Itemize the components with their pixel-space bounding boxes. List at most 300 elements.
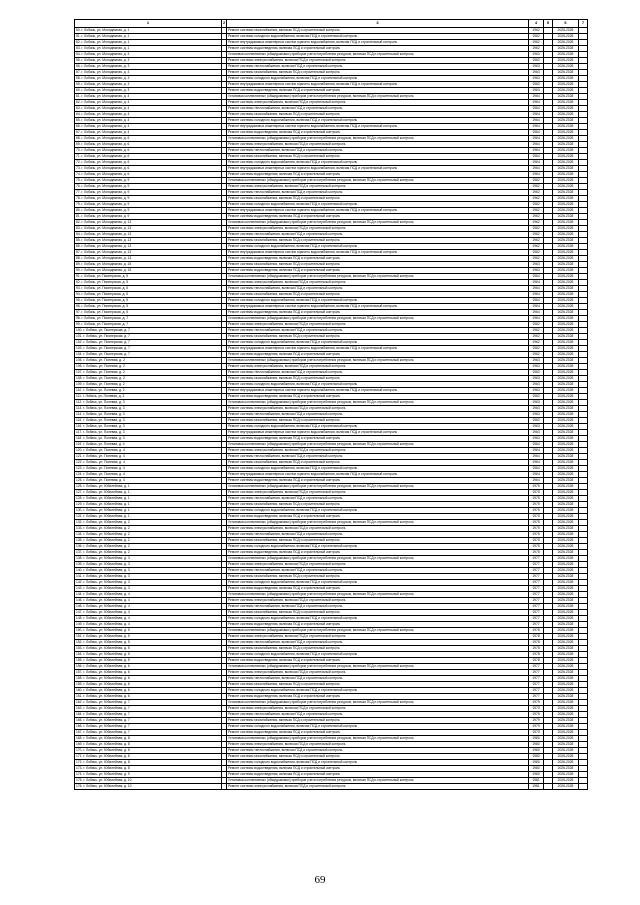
address-cell: 128. г. Лобачь, ул. Юбилейная, д. 1	[75, 496, 222, 502]
period-cell: 2026-2028	[553, 46, 579, 52]
year-cell: 1964	[529, 160, 544, 166]
year-cell: 1964	[529, 124, 544, 130]
work-type-cell: Ремонт системы газоснабжения, включая ПСД и строительный контроль	[227, 718, 529, 724]
address-cell: 149. г. Лобачь, ул. Юбилейная, д. 4	[75, 622, 222, 628]
period-cell: 2026-2028	[553, 112, 579, 118]
year-cell: 1977	[529, 664, 544, 670]
period-cell: 2026-2028	[553, 172, 579, 178]
address-cell: 150. г. Лобачь, ул. Юбилейная, д. 5	[75, 628, 222, 634]
empty-cell	[579, 784, 588, 790]
address-cell: 106. г. Лобачь, ул. Полевая, д. 2	[75, 364, 222, 370]
address-cell: 103. г. Лобачь, ул. Пионерская, д. 7	[75, 346, 222, 352]
work-type-cell: Ремонт системы электроснабжения, включая ПСД и строительный контроль	[227, 280, 529, 286]
address-cell: 141. г. Лобачь, ул. Юбилейная, д. 3	[75, 574, 222, 580]
year-cell: 1962	[529, 256, 544, 262]
year-cell: 1978	[529, 634, 544, 640]
year-cell: 1962	[529, 184, 544, 190]
period-cell: 2026-2028	[553, 136, 579, 142]
period-cell: 2026-2028	[553, 604, 579, 610]
address-cell: 50. г. Лобачь, ул. Молодежная, д. 1	[75, 28, 222, 34]
work-type-cell: Установка коллективных (общедомовых) приборов учета потребления ресурсов, включая ПСД и строительный контроль	[227, 220, 529, 226]
year-cell: 1963	[529, 52, 544, 58]
work-type-cell: Ремонт системы водоотведения, включая ПСД и строительный контроль	[227, 436, 529, 442]
address-cell: 132. г. Лобачь, ул. Юбилейная, д. 2	[75, 520, 222, 526]
year-cell: 1979	[529, 706, 544, 712]
year-cell: 1963	[529, 400, 544, 406]
year-cell: 1980	[529, 748, 544, 754]
work-type-cell: Ремонт системы холодного водоснабжения, включая ПСД и строительный контроль	[227, 688, 529, 694]
year-cell: 1963	[529, 358, 544, 364]
year-cell: 1964	[529, 166, 544, 172]
works-table	[74, 19, 588, 790]
work-type-cell: Ремонт системы теплоснабжения, включая ПСД и строительный контроль	[227, 370, 529, 376]
address-cell: 69. г. Лобачь, ул. Молодежная, д. 6	[75, 142, 222, 148]
period-cell: 2026-2028	[553, 538, 579, 544]
address-cell: 104. г. Лобачь, ул. Пионерская, д. 7	[75, 352, 222, 358]
period-cell: 2026-2028	[553, 160, 579, 166]
year-cell: 1963	[529, 424, 544, 430]
address-cell: 145. г. Лобачь, ул. Юбилейная, д. 4	[75, 598, 222, 604]
year-cell: 1975	[529, 532, 544, 538]
year-cell: 1975	[529, 520, 544, 526]
work-type-cell: Установка коллективных (общедомовых) приборов учета потребления ресурсов, включая ПСД и строительный контроль	[227, 736, 529, 742]
period-cell: 2026-2028	[553, 196, 579, 202]
address-cell: 92. г. Лобачь, ул. Пионерская, д. 5	[75, 280, 222, 286]
empty-cell	[544, 784, 553, 790]
work-type-cell: Установка коллективных (общедомовых) приборов учета потребления ресурсов, включая ПСД и строительный контроль	[227, 358, 529, 364]
work-type-cell: Ремонт системы водоотведения, включая ПСД и строительный контроль	[227, 46, 529, 52]
address-cell: 71. г. Лобачь, ул. Молодежная, д. 6	[75, 154, 222, 160]
work-type-cell: Ремонт системы холодного водоснабжения, включая ПСД и строительный контроль	[227, 466, 529, 472]
address-cell: 126. г. Лобачь, ул. Юбилейная, д. 1	[75, 484, 222, 490]
work-type-cell: Установка коллективных (общедомовых) приборов учета потребления ресурсов, включая ПСД и строительный контроль	[227, 274, 529, 280]
address-cell: 139. г. Лобачь, ул. Юбилейная, д. 3	[75, 562, 222, 568]
address-cell: 89. г. Лобачь, ул. Молодежная, д. 15	[75, 262, 222, 268]
year-cell: 1963	[529, 412, 544, 418]
work-type-cell: Ремонт системы электроснабжения, включая ПСД и строительный контроль	[227, 448, 529, 454]
work-type-cell: Ремонт системы теплоснабжения, включая ПСД и строительный контроль	[227, 568, 529, 574]
works-table-body	[75, 20, 588, 790]
period-cell: 2026-2028	[553, 100, 579, 106]
period-cell: 2026-2028	[553, 550, 579, 556]
period-cell: 2026-2028	[553, 526, 579, 532]
year-cell: 1962	[529, 34, 544, 40]
work-type-cell: Ремонт системы холодного водоснабжения, включая ПСД и строительный контроль	[227, 382, 529, 388]
address-cell: 134. г. Лобачь, ул. Юбилейная, д. 2	[75, 532, 222, 538]
address-cell: 102. г. Лобачь, ул. Пионерская, д. 7	[75, 340, 222, 346]
year-cell: 1964	[529, 136, 544, 142]
period-cell: 2026-2028	[553, 784, 579, 790]
year-cell: 1962	[529, 238, 544, 244]
address-cell: 124. г. Лобачь, ул. Полевая, д. 4	[75, 472, 222, 478]
period-cell: 2026-2028	[553, 748, 579, 754]
period-cell: 2026-2028	[553, 658, 579, 664]
work-type-cell: Ремонт системы газоснабжения, включая ПСД и строительный контроль	[227, 292, 529, 298]
address-cell: 166. г. Лобачь, ул. Юбилейная, д. 7	[75, 724, 222, 730]
year-cell: 1963	[529, 430, 544, 436]
period-cell: 2026-2028	[553, 700, 579, 706]
work-type-cell: Ремонт системы теплоснабжения, включая ПСД и строительный контроль	[227, 190, 529, 196]
year-cell: 1975	[529, 514, 544, 520]
work-type-cell: Ремонт внутридомовых инженерных систем горячего водоснабжения, включая ПСД и строительный контроль	[227, 40, 529, 46]
address-cell: 136. г. Лобачь, ул. Юбилейная, д. 2	[75, 544, 222, 550]
work-type-cell: Ремонт системы газоснабжения, включая ПСД и строительный контроль	[227, 646, 529, 652]
period-cell: 2026-2028	[553, 238, 579, 244]
work-type-cell: Ремонт системы холодного водоснабжения, включая ПСД и строительный контроль	[227, 760, 529, 766]
address-cell: 115. г. Лобачь, ул. Полевая, д. 3	[75, 418, 222, 424]
work-type-cell: Ремонт системы холодного водоснабжения, включая ПСД и строительный контроль	[227, 202, 529, 208]
address-cell: 148. г. Лобачь, ул. Юбилейная, д. 4	[75, 616, 222, 622]
work-type-cell: Ремонт системы теплоснабжения, включая ПСД и строительный контроль	[227, 748, 529, 754]
period-cell: 2026-2028	[553, 442, 579, 448]
period-cell: 2026-2028	[553, 94, 579, 100]
year-cell: 1963	[529, 76, 544, 82]
work-type-cell: Ремонт системы электроснабжения, включая ПСД и строительный контроль	[227, 406, 529, 412]
address-cell: 62. г. Лобачь, ул. Молодежная, д. 4	[75, 100, 222, 106]
period-cell: 2026-2028	[553, 130, 579, 136]
period-cell: 2026-2028	[553, 496, 579, 502]
year-cell: 1963	[529, 82, 544, 88]
year-cell: 1977	[529, 592, 544, 598]
work-type-cell: Ремонт системы водоотведения, включая ПСД и строительный контроль	[227, 772, 529, 778]
work-type-cell: Ремонт системы газоснабжения, включая ПСД и строительный контроль	[227, 70, 529, 76]
year-cell: 1962	[529, 46, 544, 52]
address-cell: 133. г. Лобачь, ул. Юбилейная, д. 2	[75, 526, 222, 532]
year-cell: 1977	[529, 574, 544, 580]
work-type-cell: Установка коллективных (общедомовых) приборов учета потребления ресурсов, включая ПСД и строительный контроль	[227, 628, 529, 634]
year-cell: 1962	[529, 346, 544, 352]
address-cell: 165. г. Лобачь, ул. Юбилейная, д. 7	[75, 718, 222, 724]
year-cell: 1962	[529, 226, 544, 232]
address-cell: 90. г. Лобачь, ул. Молодежная, д. 15	[75, 268, 222, 274]
period-cell: 2026-2028	[553, 388, 579, 394]
period-cell: 2026-2028	[553, 766, 579, 772]
address-cell: 79. г. Лобачь, ул. Молодежная, д. 9	[75, 202, 222, 208]
year-cell: 1975	[529, 484, 544, 490]
address-cell: 82. г. Лобачь, ул. Молодежная, д. 13	[75, 220, 222, 226]
period-cell: 2026-2028	[553, 454, 579, 460]
work-type-cell: Ремонт системы теплоснабжения, включая ПСД и строительный контроль	[227, 328, 529, 334]
work-type-cell: Ремонт системы водоотведения, включая ПСД и строительный контроль	[227, 352, 529, 358]
column-number: 5	[544, 20, 553, 28]
address-cell: 129. г. Лобачь, ул. Юбилейная, д. 1	[75, 502, 222, 508]
column-number: 3	[227, 20, 529, 28]
address-cell: 66. г. Лобачь, ул. Молодежная, д. 4	[75, 124, 222, 130]
address-cell: 75. г. Лобачь, ул. Молодежная, д. 9	[75, 178, 222, 184]
period-cell: 2026-2028	[553, 340, 579, 346]
period-cell: 2026-2028	[553, 436, 579, 442]
address-cell: 100. г. Лобачь, ул. Пионерская, д. 7	[75, 328, 222, 334]
period-cell: 2026-2028	[553, 430, 579, 436]
address-cell: 163. г. Лобачь, ул. Юбилейная, д. 7	[75, 706, 222, 712]
address-cell: 84. г. Лобачь, ул. Молодежная, д. 13	[75, 232, 222, 238]
period-cell: 2026-2028	[553, 220, 579, 226]
address-cell: 91. г. Лобачь, ул. Пионерская, д. 5	[75, 274, 222, 280]
work-type-cell: Ремонт системы теплоснабжения, включая ПСД и строительный контроль	[227, 64, 529, 70]
year-cell: 1963	[529, 364, 544, 370]
year-cell: 1964	[529, 280, 544, 286]
address-cell: 120. г. Лобачь, ул. Полевая, д. 4	[75, 448, 222, 454]
work-type-cell: Ремонт системы теплоснабжения, включая ПСД и строительный контроль	[227, 454, 529, 460]
work-type-cell: Установка коллективных (общедомовых) приборов учета потребления ресурсов, включая ПСД и строительный контроль	[227, 520, 529, 526]
period-cell: 2026-2028	[553, 676, 579, 682]
year-cell: 1963	[529, 88, 544, 94]
period-cell: 2026-2028	[553, 760, 579, 766]
work-type-cell: Ремонт системы газоснабжения, включая ПСД и строительный контроль	[227, 460, 529, 466]
work-type-cell: Ремонт системы холодного водоснабжения, включая ПСД и строительный контроль	[227, 724, 529, 730]
work-type-cell: Ремонт системы теплоснабжения, включая ПСД и строительный контроль	[227, 712, 529, 718]
year-cell: 1977	[529, 598, 544, 604]
year-cell: 1964	[529, 460, 544, 466]
work-type-cell: Ремонт системы газоснабжения, включая ПСД и строительный контроль	[227, 238, 529, 244]
year-cell: 1963	[529, 382, 544, 388]
period-cell: 2026-2028	[553, 376, 579, 382]
work-type-cell: Ремонт внутридомовых инженерных систем горячего водоснабжения, включая ПСД и строительный контроль	[227, 346, 529, 352]
year-cell: 1964	[529, 472, 544, 478]
address-cell: 78. г. Лобачь, ул. Молодежная, д. 9	[75, 196, 222, 202]
address-cell: 55. г. Лобачь, ул. Молодежная, д. 3	[75, 58, 222, 64]
work-type-cell: Ремонт системы электроснабжения, включая ПСД и строительный контроль	[227, 226, 529, 232]
period-cell: 2026-2028	[553, 316, 579, 322]
year-cell: 1980	[529, 766, 544, 772]
address-cell: 60. г. Лобачь, ул. Молодежная, д. 3	[75, 88, 222, 94]
address-cell: 59. г. Лобачь, ул. Молодежная, д. 3	[75, 82, 222, 88]
period-cell: 2026-2028	[553, 742, 579, 748]
period-cell: 2026-2028	[553, 694, 579, 700]
column-number: 1	[75, 20, 222, 28]
year-cell: 1962	[529, 178, 544, 184]
period-cell: 2026-2028	[553, 358, 579, 364]
period-cell: 2026-2028	[553, 118, 579, 124]
address-cell: 130. г. Лобачь, ул. Юбилейная, д. 1	[75, 508, 222, 514]
address-cell: 56. г. Лобачь, ул. Молодежная, д. 3	[75, 64, 222, 70]
work-type-cell: Ремонт системы водоотведения, включая ПСД и строительный контроль	[227, 514, 529, 520]
address-cell: 171. г. Лобачь, ул. Юбилейная, д. 8	[75, 754, 222, 760]
year-cell: 1975	[529, 544, 544, 550]
work-type-cell: Установка коллективных (общедомовых) приборов учета потребления ресурсов, включая ПСД и строительный контроль	[227, 94, 529, 100]
period-cell: 2026-2028	[553, 712, 579, 718]
address-cell: 88. г. Лобачь, ул. Молодежная, д. 13	[75, 256, 222, 262]
year-cell: 1979	[529, 700, 544, 706]
address-cell: 153. г. Лобачь, ул. Юбилейная, д. 5	[75, 646, 222, 652]
period-cell: 2026-2028	[553, 460, 579, 466]
address-cell: 146. г. Лобачь, ул. Юбилейная, д. 4	[75, 604, 222, 610]
year-cell: 1980	[529, 754, 544, 760]
address-cell: 99. г. Лобачь, ул. Пионерская, д. 7	[75, 322, 222, 328]
address-cell: 140. г. Лобачь, ул. Юбилейная, д. 3	[75, 568, 222, 574]
period-cell: 2026-2028	[553, 148, 579, 154]
work-type-cell: Ремонт внутридомовых инженерных систем горячего водоснабжения, включая ПСД и строительный контроль	[227, 124, 529, 130]
year-cell: 1977	[529, 604, 544, 610]
year-cell: 1963	[529, 436, 544, 442]
period-cell: 2026-2028	[553, 334, 579, 340]
work-type-cell: Ремонт системы газоснабжения, включая ПСД и строительный контроль	[227, 418, 529, 424]
work-type-cell: Ремонт внутридомовых инженерных систем горячего водоснабжения, включая ПСД и строительный контроль	[227, 208, 529, 214]
address-cell: 161. г. Лобачь, ул. Юбилейная, д. 6	[75, 694, 222, 700]
address-cell: 54. г. Лобачь, ул. Молодежная, д. 3	[75, 52, 222, 58]
period-cell: 2026-2028	[553, 448, 579, 454]
address-cell: 101. г. Лобачь, ул. Пионерская, д. 7	[75, 334, 222, 340]
work-type-cell: Ремонт системы теплоснабжения, включая ПСД и строительный контроль	[227, 286, 529, 292]
address-cell: 170. г. Лобачь, ул. Юбилейная, д. 8	[75, 748, 222, 754]
address-cell: 51. г. Лобачь, ул. Молодежная, д. 1	[75, 34, 222, 40]
period-cell: 2026-2028	[553, 484, 579, 490]
year-cell: 1963	[529, 370, 544, 376]
period-cell: 2026-2028	[553, 76, 579, 82]
address-cell: 61. г. Лобачь, ул. Молодежная, д. 4	[75, 94, 222, 100]
address-cell: 57. г. Лобачь, ул. Молодежная, д. 3	[75, 70, 222, 76]
address-cell: 176. г. Лобачь, ул. Юбилейная, д. 10	[75, 784, 222, 790]
work-type-cell: Ремонт системы теплоснабжения, включая ПСД и строительный контроль	[227, 640, 529, 646]
period-cell: 2026-2028	[553, 184, 579, 190]
work-type-cell: Ремонт системы газоснабжения, включая ПСД и строительный контроль	[227, 112, 529, 118]
year-cell: 1977	[529, 580, 544, 586]
period-cell: 2026-2028	[553, 706, 579, 712]
year-cell: 1963	[529, 376, 544, 382]
work-type-cell: Ремонт системы теплоснабжения, включая ПСД и строительный контроль	[227, 148, 529, 154]
period-cell: 2026-2028	[553, 472, 579, 478]
work-type-cell: Ремонт системы холодного водоснабжения, включая ПСД и строительный контроль	[227, 424, 529, 430]
period-cell: 2026-2028	[553, 310, 579, 316]
address-cell: 138. г. Лобачь, ул. Юбилейная, д. 3	[75, 556, 222, 562]
period-cell: 2026-2028	[553, 418, 579, 424]
period-cell: 2026-2028	[553, 640, 579, 646]
address-cell: 159. г. Лобачь, ул. Юбилейная, д. 6	[75, 682, 222, 688]
work-type-cell: Ремонт системы водоотведения, включая ПСД и строительный контроль	[227, 622, 529, 628]
year-cell: 1975	[529, 508, 544, 514]
period-cell: 2026-2028	[553, 52, 579, 58]
work-type-cell: Ремонт системы электроснабжения, включая ПСД и строительный контроль	[227, 526, 529, 532]
address-cell: 142. г. Лобачь, ул. Юбилейная, д. 3	[75, 580, 222, 586]
year-cell: 1981	[529, 778, 544, 784]
address-cell: 144. г. Лобачь, ул. Юбилейная, д. 4	[75, 592, 222, 598]
column-number: 4	[529, 20, 544, 28]
address-cell: 53. г. Лобачь, ул. Молодежная, д. 1	[75, 46, 222, 52]
year-cell: 1978	[529, 646, 544, 652]
period-cell: 2026-2028	[553, 64, 579, 70]
address-cell: 80. г. Лобачь, ул. Молодежная, д. 9	[75, 208, 222, 214]
year-cell: 1964	[529, 148, 544, 154]
year-cell: 1975	[529, 496, 544, 502]
address-cell: 172. г. Лобачь, ул. Юбилейная, д. 8	[75, 760, 222, 766]
work-type-cell: Ремонт системы теплоснабжения, включая ПСД и строительный контроль	[227, 412, 529, 418]
address-cell: 97. г. Лобачь, ул. Пионерская, д. 5	[75, 310, 222, 316]
period-cell: 2026-2028	[553, 328, 579, 334]
year-cell: 1963	[529, 388, 544, 394]
address-cell: 169. г. Лобачь, ул. Юбилейная, д. 8	[75, 742, 222, 748]
column-number-row	[75, 20, 588, 28]
work-type-cell: Ремонт системы электроснабжения, включая ПСД и строительный контроль	[227, 634, 529, 640]
address-cell: 111. г. Лобачь, ул. Полевая, д. 2	[75, 394, 222, 400]
period-cell: 2026-2028	[553, 574, 579, 580]
work-type-cell: Ремонт системы газоснабжения, включая ПСД и строительный контроль	[227, 196, 529, 202]
year-cell: 1978	[529, 640, 544, 646]
work-type-cell: Ремонт системы холодного водоснабжения, включая ПСД и строительный контроль	[227, 160, 529, 166]
period-cell: 2026-2028	[553, 274, 579, 280]
period-cell: 2026-2028	[553, 628, 579, 634]
address-cell: 155. г. Лобачь, ул. Юбилейная, д. 5	[75, 658, 222, 664]
work-type-cell: Ремонт системы электроснабжения, включая ПСД и строительный контроль	[227, 742, 529, 748]
work-type-cell: Ремонт системы водоотведения, включая ПСД и строительный контроль	[227, 172, 529, 178]
work-type-cell: Ремонт системы теплоснабжения, включая ПСД и строительный контроль	[227, 106, 529, 112]
year-cell: 1962	[529, 202, 544, 208]
year-cell: 1977	[529, 688, 544, 694]
work-type-cell: Ремонт системы газоснабжения, включая ПСД и строительный контроль	[227, 574, 529, 580]
work-type-cell: Ремонт системы водоотведения, включая ПСД и строительный контроль	[227, 268, 529, 274]
column-number: 7	[579, 20, 588, 28]
year-cell: 1977	[529, 676, 544, 682]
year-cell: 1964	[529, 442, 544, 448]
work-type-cell: Ремонт системы электроснабжения, включая ПСД и строительный контроль	[227, 184, 529, 190]
address-cell: 135. г. Лобачь, ул. Юбилейная, д. 2	[75, 538, 222, 544]
work-type-cell: Ремонт системы холодного водоснабжения, включая ПСД и строительный контроль	[227, 118, 529, 124]
work-type-cell: Ремонт системы газоснабжения, включая ПСД и строительный контроль	[227, 376, 529, 382]
work-type-cell: Ремонт системы теплоснабжения, включая ПСД и строительный контроль	[227, 496, 529, 502]
year-cell: 1981	[529, 784, 544, 790]
period-cell: 2026-2028	[553, 298, 579, 304]
address-cell: 114. г. Лобачь, ул. Полевая, д. 3	[75, 412, 222, 418]
work-type-cell: Установка коллективных (общедомовых) приборов учета потребления ресурсов, включая ПСД и строительный контроль	[227, 178, 529, 184]
year-cell: 1964	[529, 304, 544, 310]
address-cell: 137. г. Лобачь, ул. Юбилейная, д. 2	[75, 550, 222, 556]
column-number: 2	[222, 20, 227, 28]
year-cell: 1962	[529, 214, 544, 220]
address-cell: 118. г. Лобачь, ул. Полевая, д. 3	[75, 436, 222, 442]
year-cell: 1979	[529, 718, 544, 724]
work-type-cell: Ремонт системы холодного водоснабжения, включая ПСД и строительный контроль	[227, 340, 529, 346]
address-cell: 119. г. Лобачь, ул. Полевая, д. 4	[75, 442, 222, 448]
address-cell: 110. г. Лобачь, ул. Полевая, д. 2	[75, 388, 222, 394]
work-type-cell: Ремонт системы газоснабжения, включая ПСД и строительный контроль	[227, 682, 529, 688]
period-cell: 2026-2028	[553, 202, 579, 208]
year-cell: 1977	[529, 556, 544, 562]
period-cell: 2026-2028	[553, 394, 579, 400]
address-cell: 87. г. Лобачь, ул. Молодежная, д. 13	[75, 250, 222, 256]
address-cell: 127. г. Лобачь, ул. Юбилейная, д. 1	[75, 490, 222, 496]
year-cell: 1964	[529, 298, 544, 304]
period-cell: 2026-2028	[553, 520, 579, 526]
work-type-cell: Ремонт системы газоснабжения, включая ПСД и строительный контроль	[227, 502, 529, 508]
period-cell: 2026-2028	[553, 508, 579, 514]
work-type-cell: Ремонт внутридомовых инженерных систем горячего водоснабжения, включая ПСД и строительный контроль	[227, 304, 529, 310]
work-type-cell: Установка коллективных (общедомовых) приборов учета потребления ресурсов, включая ПСД и строительный контроль	[227, 400, 529, 406]
address-cell: 152. г. Лобачь, ул. Юбилейная, д. 5	[75, 640, 222, 646]
period-cell: 2026-2028	[553, 280, 579, 286]
address-cell: 108. г. Лобачь, ул. Полевая, д. 2	[75, 376, 222, 382]
year-cell: 1963	[529, 394, 544, 400]
year-cell: 1962	[529, 40, 544, 46]
address-cell: 157. г. Лобачь, ул. Юбилейная, д. 6	[75, 670, 222, 676]
year-cell: 1979	[529, 730, 544, 736]
work-type-cell: Ремонт системы водоотведения, включая ПСД и строительный контроль	[227, 478, 529, 484]
address-cell: 113. г. Лобачь, ул. Полевая, д. 3	[75, 406, 222, 412]
year-cell: 1964	[529, 130, 544, 136]
work-type-cell: Ремонт системы холодного водоснабжения, включая ПСД и строительный контроль	[227, 76, 529, 82]
address-cell: 73. г. Лобачь, ул. Молодежная, д. 6	[75, 166, 222, 172]
period-cell: 2026-2028	[553, 292, 579, 298]
period-cell: 2026-2028	[553, 166, 579, 172]
period-cell: 2026-2028	[553, 568, 579, 574]
period-cell: 2026-2028	[553, 322, 579, 328]
work-type-cell: Ремонт системы холодного водоснабжения, включая ПСД и строительный контроль	[227, 34, 529, 40]
address-cell: 81. г. Лобачь, ул. Молодежная, д. 9	[75, 214, 222, 220]
year-cell: 1979	[529, 724, 544, 730]
year-cell: 1962	[529, 208, 544, 214]
work-type-cell: Ремонт системы электроснабжения, включая ПСД и строительный контроль	[227, 490, 529, 496]
work-type-cell: Ремонт системы холодного водоснабжения, включая ПСД и строительный контроль	[227, 508, 529, 514]
work-type-cell: Установка коллективных (общедомовых) приборов учета потребления ресурсов, включая ПСД и строительный контроль	[227, 664, 529, 670]
year-cell: 1964	[529, 94, 544, 100]
